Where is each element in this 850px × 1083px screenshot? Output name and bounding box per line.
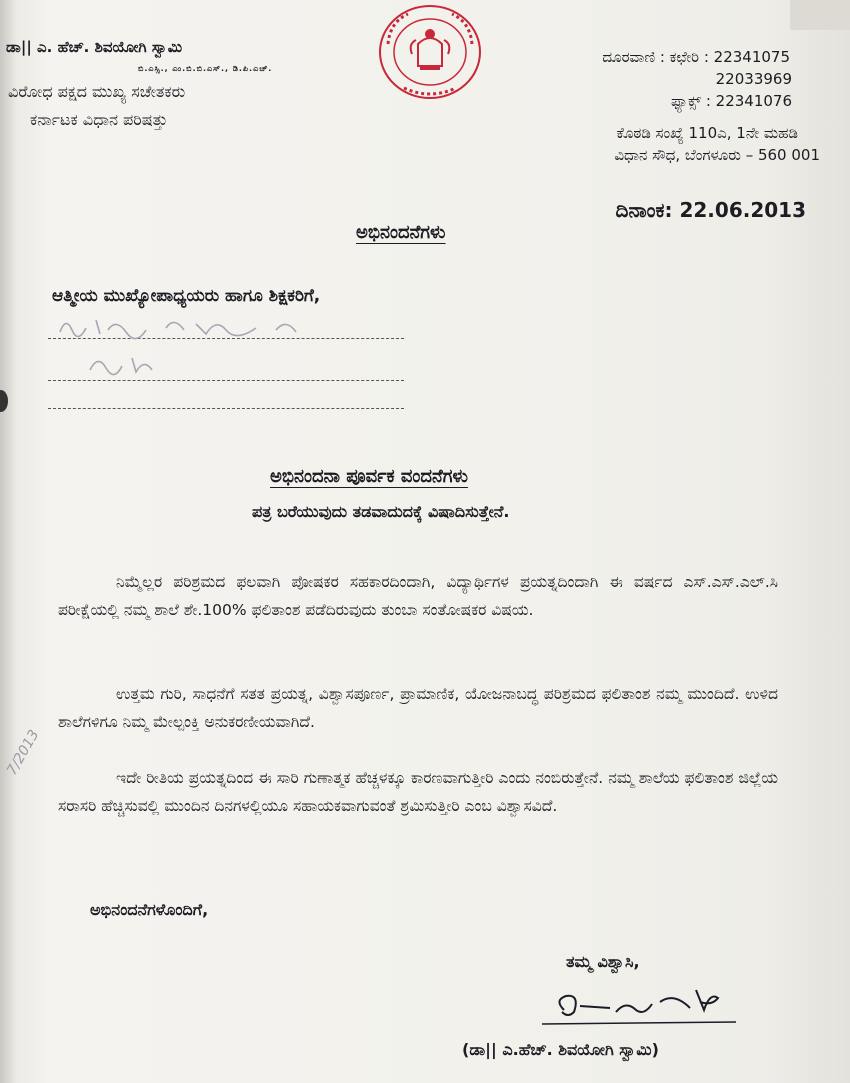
- office-phone: ದೂರವಾಣಿ : ಕಛೇರಿ : 22341075: [602, 48, 790, 66]
- body-paragraph-2: ಉತ್ತಮ ಗುರಿ, ಸಾಧನೆಗೆ ಸತತ ಪ್ರಯತ್ನ, ವಿಶ್ವಾಸಪೂರ್ಣ, ಪ್ರಾಮಾಣಿಕ, ಯೋಜನಾಬದ್ಧ ಪರಿಶ್ರಮದ ಫಲಿತಾಂಶ ನಮ್ಮ ಮುಂದಿದೆ. ಉಳಿದ ಶಾಲೆಗಳಿಗೂ ನಿಮ್ಮ ಮೇಲ್ಪಂಕ್ತಿ ಅನುಕರಣೀಯವಾಗಿದೆ.: [58, 685, 778, 731]
- handwriting-scribble: [56, 310, 356, 340]
- closing-line: ಅಭಿನಂದನೆಗಳೊಂದಿಗೆ,: [90, 900, 209, 919]
- room-number: ಕೊಠಡಿ ಸಂಖ್ಯೆ 110ಎ, 1ನೇ ಮಹಡಿ: [616, 124, 798, 142]
- letter-subheading: ಅಭಿನಂದನಾ ಪೂರ್ವಕ ವಂದನೆಗಳು: [270, 466, 468, 487]
- addressee-line-2: [48, 380, 404, 381]
- office-address: ವಿಧಾನ ಸೌಧ, ಬೆಂಗಳೂರು – 560 001: [614, 146, 820, 164]
- signatory-name: (ಡಾ|| ಎ.ಹೆಚ್. ಶಿವಯೋಗಿ ಸ್ವಾಮಿ): [462, 1040, 659, 1059]
- page-corner: [790, 0, 850, 30]
- body-paragraph-3: ಇದೇ ರೀತಿಯ ಪ್ರಯತ್ನದಿಂದ ಈ ಸಾರಿ ಗುಣಾತ್ಮಕ ಹೆಚ್ಚಳಕ್ಕೂ ಕಾರಣವಾಗುತ್ತೀರಿ ಎಂದು ನಂಬಿರುತ್ತೇನೆ. ನಮ್ಮ ಶಾಲೆಯ ಫಲಿತಾಂಶ ಜಿಲ್ಲೆಯ ಸರಾಸರಿ ಹೆಚ್ಚಿಸುವಲ್ಲಿ ಮುಂದಿನ ದಿನಗಳಲ್ಲಿಯೂ ಸಹಾಯಕವಾಗುವಂತೆ ಶ್ರಮಿಸುತ್ತೀರಿ ಎಂಬ ವಿಶ್ವಾಸವಿದೆ.: [58, 769, 778, 815]
- apology-line: ಪತ್ರ ಬರೆಯುವುದು ತಡವಾದುದಕ್ಕೆ ವಿಷಾದಿಸುತ್ತೇನೆ.: [252, 502, 510, 521]
- sender-role: ವಿರೋಧ ಪಕ್ಷದ ಮುಖ್ಯ ಸಚೇತಕರು: [8, 82, 186, 101]
- government-seal-icon: [378, 4, 482, 100]
- secondary-phone: 22033969: [715, 70, 792, 88]
- fax-number: ಫ್ಯಾಕ್ಸ್ : 22341076: [671, 92, 792, 110]
- margin-handwritten-date: 7/2013: [4, 727, 43, 778]
- sender-degrees: ಬಿ.ಎಸ್ಸಿ., ಎಂ.ಬಿ.ಬಿ.ಎಸ್., ಡಿ.ಪಿ.ಎಚ್.: [138, 64, 273, 73]
- salutation: ಆತ್ಮೀಯ ಮುಖ್ಯೋಪಾಧ್ಯಯರು ಹಾಗೂ ಶಿಕ್ಷಕರಿಗೆ,: [52, 286, 321, 306]
- yours-faithfully: ತಮ್ಮ ವಿಶ್ವಾಸಿ,: [566, 952, 640, 971]
- handwriting-scribble: [86, 350, 176, 380]
- sender-organization: ಕರ್ನಾಟಕ ವಿಧಾನ ಪರಿಷತ್ತು: [30, 110, 168, 129]
- signature-icon: [540, 982, 740, 1032]
- addressee-line-3: [48, 408, 404, 409]
- sender-name: ಡಾ|| ಎ. ಹೆಚ್. ಶಿವಯೋಗಿ ಸ್ವಾಮಿ: [6, 38, 183, 56]
- letter-date: ದಿನಾಂಕ: 22.06.2013: [615, 198, 806, 222]
- body-paragraph-1: ನಿಮ್ಮೆಲ್ಲರ ಪರಿಶ್ರಮದ ಫಲವಾಗಿ ಪೋಷಕರ ಸಹಕಾರದಿಂದಾಗಿ, ವಿದ್ಯಾರ್ಥಿಗಳ ಪ್ರಯತ್ನದಿಂದಾಗಿ ಈ ವರ್ಷದ ಎಸ್.ಎಸ್.ಎಲ್.ಸಿ ಪರೀಕ್ಷೆಯಲ್ಲಿ ನಮ್ಮ ಶಾಲೆ ಶೇ.100% ಫಲಿತಾಂಶ ಪಡೆದಿರುವುದು ತುಂಬಾ ಸಂತೋಷಕರ ವಿಷಯ.: [58, 573, 778, 619]
- letter-heading: ಅಭಿನಂದನೆಗಳು: [356, 222, 446, 243]
- punch-hole: [0, 390, 8, 412]
